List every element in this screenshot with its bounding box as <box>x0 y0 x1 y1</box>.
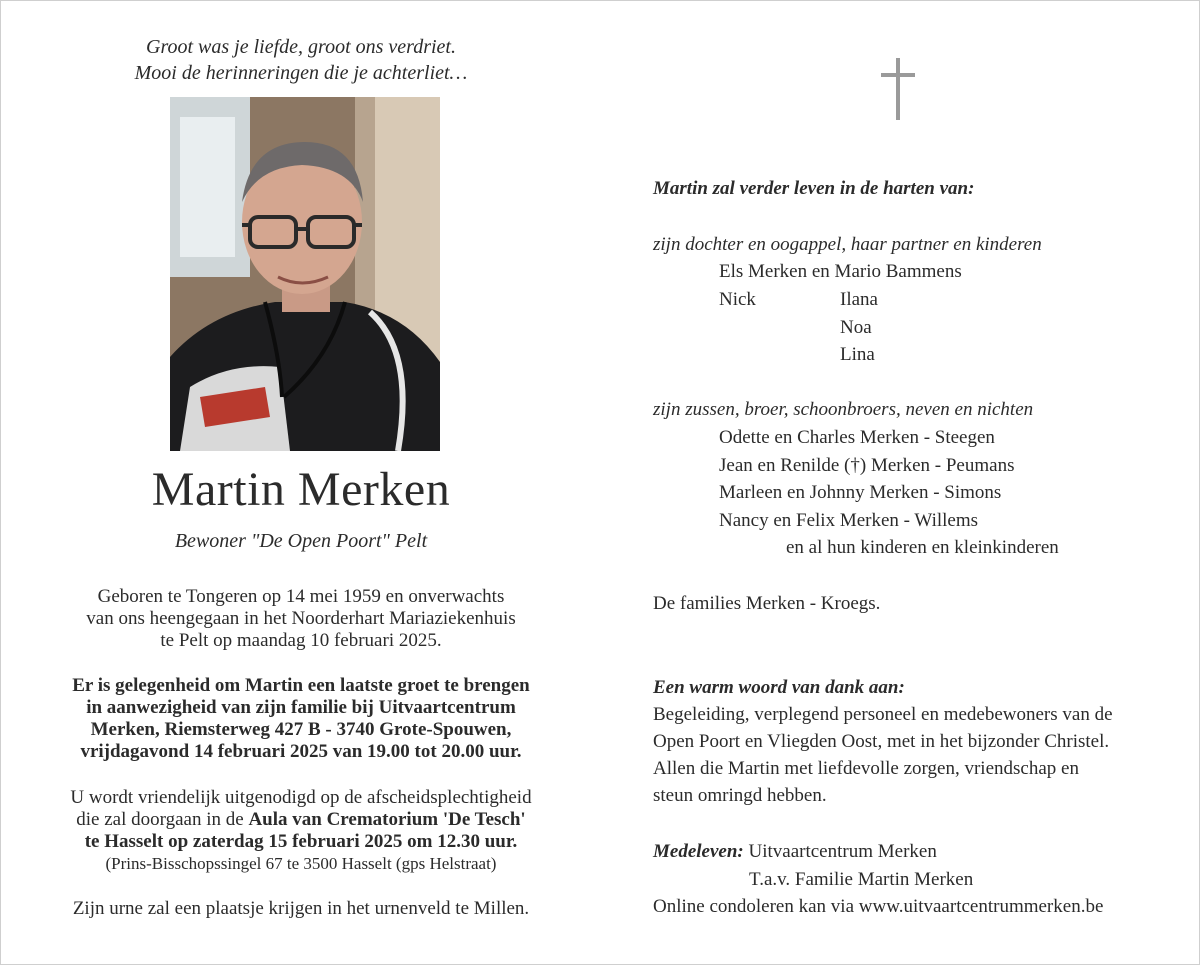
service-paragraph <box>1 787 601 875</box>
service-line-3: te Hasselt op zaterdag 15 februari 2025 om 12.30 uur. <box>84 831 518 852</box>
visit-line-1: Er is gelegenheid om Martin een laatste groet te brengen <box>72 675 530 696</box>
condolences-line-1 <box>653 841 937 863</box>
grandchild-lina: Lina <box>840 344 875 365</box>
condolences-centre: Uitvaartcentrum Merken <box>743 841 937 862</box>
thanks-paragraph <box>653 701 1113 809</box>
online-condolences: Online condoleren kan via www.uitvaartcentrummerken.be <box>653 896 1104 917</box>
thanks-line-3: Allen die Martin met liefdevolle zorgen, vriendschap en <box>653 758 1079 779</box>
quote-line-1: Groot was je liefde, groot ons verdriet. <box>146 36 456 58</box>
service-address: (Prins-Bisschopssingel 67 te 3500 Hasselt (gps Helstraat) <box>105 854 497 873</box>
service-venue: Aula van Crematorium 'De Tesch' <box>248 809 526 830</box>
sibling-4: Nancy en Felix Merken - Willems <box>719 510 979 531</box>
urn-note: Zijn urne zal een plaatsje krijgen in het urnenveld te Millen. <box>72 898 530 919</box>
grandchild-noa: Noa <box>840 317 872 338</box>
condolences-attention: T.a.v. Familie Martin Merken <box>749 869 974 890</box>
sibling-2: Jean en Renilde (†) Merken - Peumans <box>719 455 1015 476</box>
siblings-intro: zijn zussen, broer, schoonbroers, neven en nichten <box>653 399 1034 420</box>
born-line-3: te Pelt op maandag 10 februari 2025. <box>160 630 442 651</box>
birth-death-paragraph <box>1 586 601 652</box>
sibling-1: Odette en Charles Merken - Steegen <box>719 427 995 448</box>
deceased-subtitle: Bewoner "De Open Poort" Pelt <box>174 530 428 552</box>
left-column <box>1 1 601 964</box>
right-column <box>653 1 1173 964</box>
thanks-line-4: steun omringd hebben. <box>653 785 827 806</box>
portrait-photo <box>170 97 440 451</box>
family-heading: Martin zal verder leven in de harten van: <box>653 178 975 199</box>
deceased-name: Martin Merken <box>151 463 451 516</box>
siblings-outro: en al hun kinderen en kleinkinderen <box>786 537 1059 558</box>
grandchild-ilana: Ilana <box>840 289 878 310</box>
service-line-2-start: die zal doorgaan in de <box>76 809 249 830</box>
portrait-illustration <box>170 97 440 451</box>
families-line: De families Merken - Kroegs. <box>653 593 881 614</box>
service-line-1: U wordt vriendelijk uitgenodigd op de afscheidsplechtigheid <box>70 787 532 808</box>
daughter-couple: Els Merken en Mario Bammens <box>719 261 962 282</box>
thanks-line-1: Begeleiding, verplegend personeel en medebewoners van de <box>653 704 1113 725</box>
grandchild-nick: Nick <box>719 289 756 310</box>
daughter-intro: zijn dochter en oogappel, haar partner en kinderen <box>653 234 1042 255</box>
memorial-quote <box>1 34 601 86</box>
quote-line-2: Mooi de herinneringen die je achterliet… <box>134 62 468 84</box>
thanks-line-2: Open Poort en Vliegden Oost, met in het bijzonder Christel. <box>653 731 1110 752</box>
born-line-2: van ons heengegaan in het Noorderhart Mariaziekenhuis <box>86 608 516 629</box>
visit-line-4: vrijdagavond 14 februari 2025 van 19.00 tot 20.00 uur. <box>80 741 522 762</box>
thanks-heading: Een warm woord van dank aan: <box>653 677 905 698</box>
born-line-1: Geboren te Tongeren op 14 mei 1959 en onverwachts <box>97 586 505 607</box>
condolences-label: Medeleven: <box>653 841 744 862</box>
visit-line-3: Merken, Riemsterweg 427 B - 3740 Grote-Spouwen, <box>90 719 512 740</box>
visitation-paragraph <box>1 675 601 763</box>
visit-line-2: in aanwezigheid van zijn familie bij Uitvaartcentrum <box>86 697 516 718</box>
service-line-2 <box>1 809 601 831</box>
sibling-3: Marleen en Johnny Merken - Simons <box>719 482 1002 503</box>
